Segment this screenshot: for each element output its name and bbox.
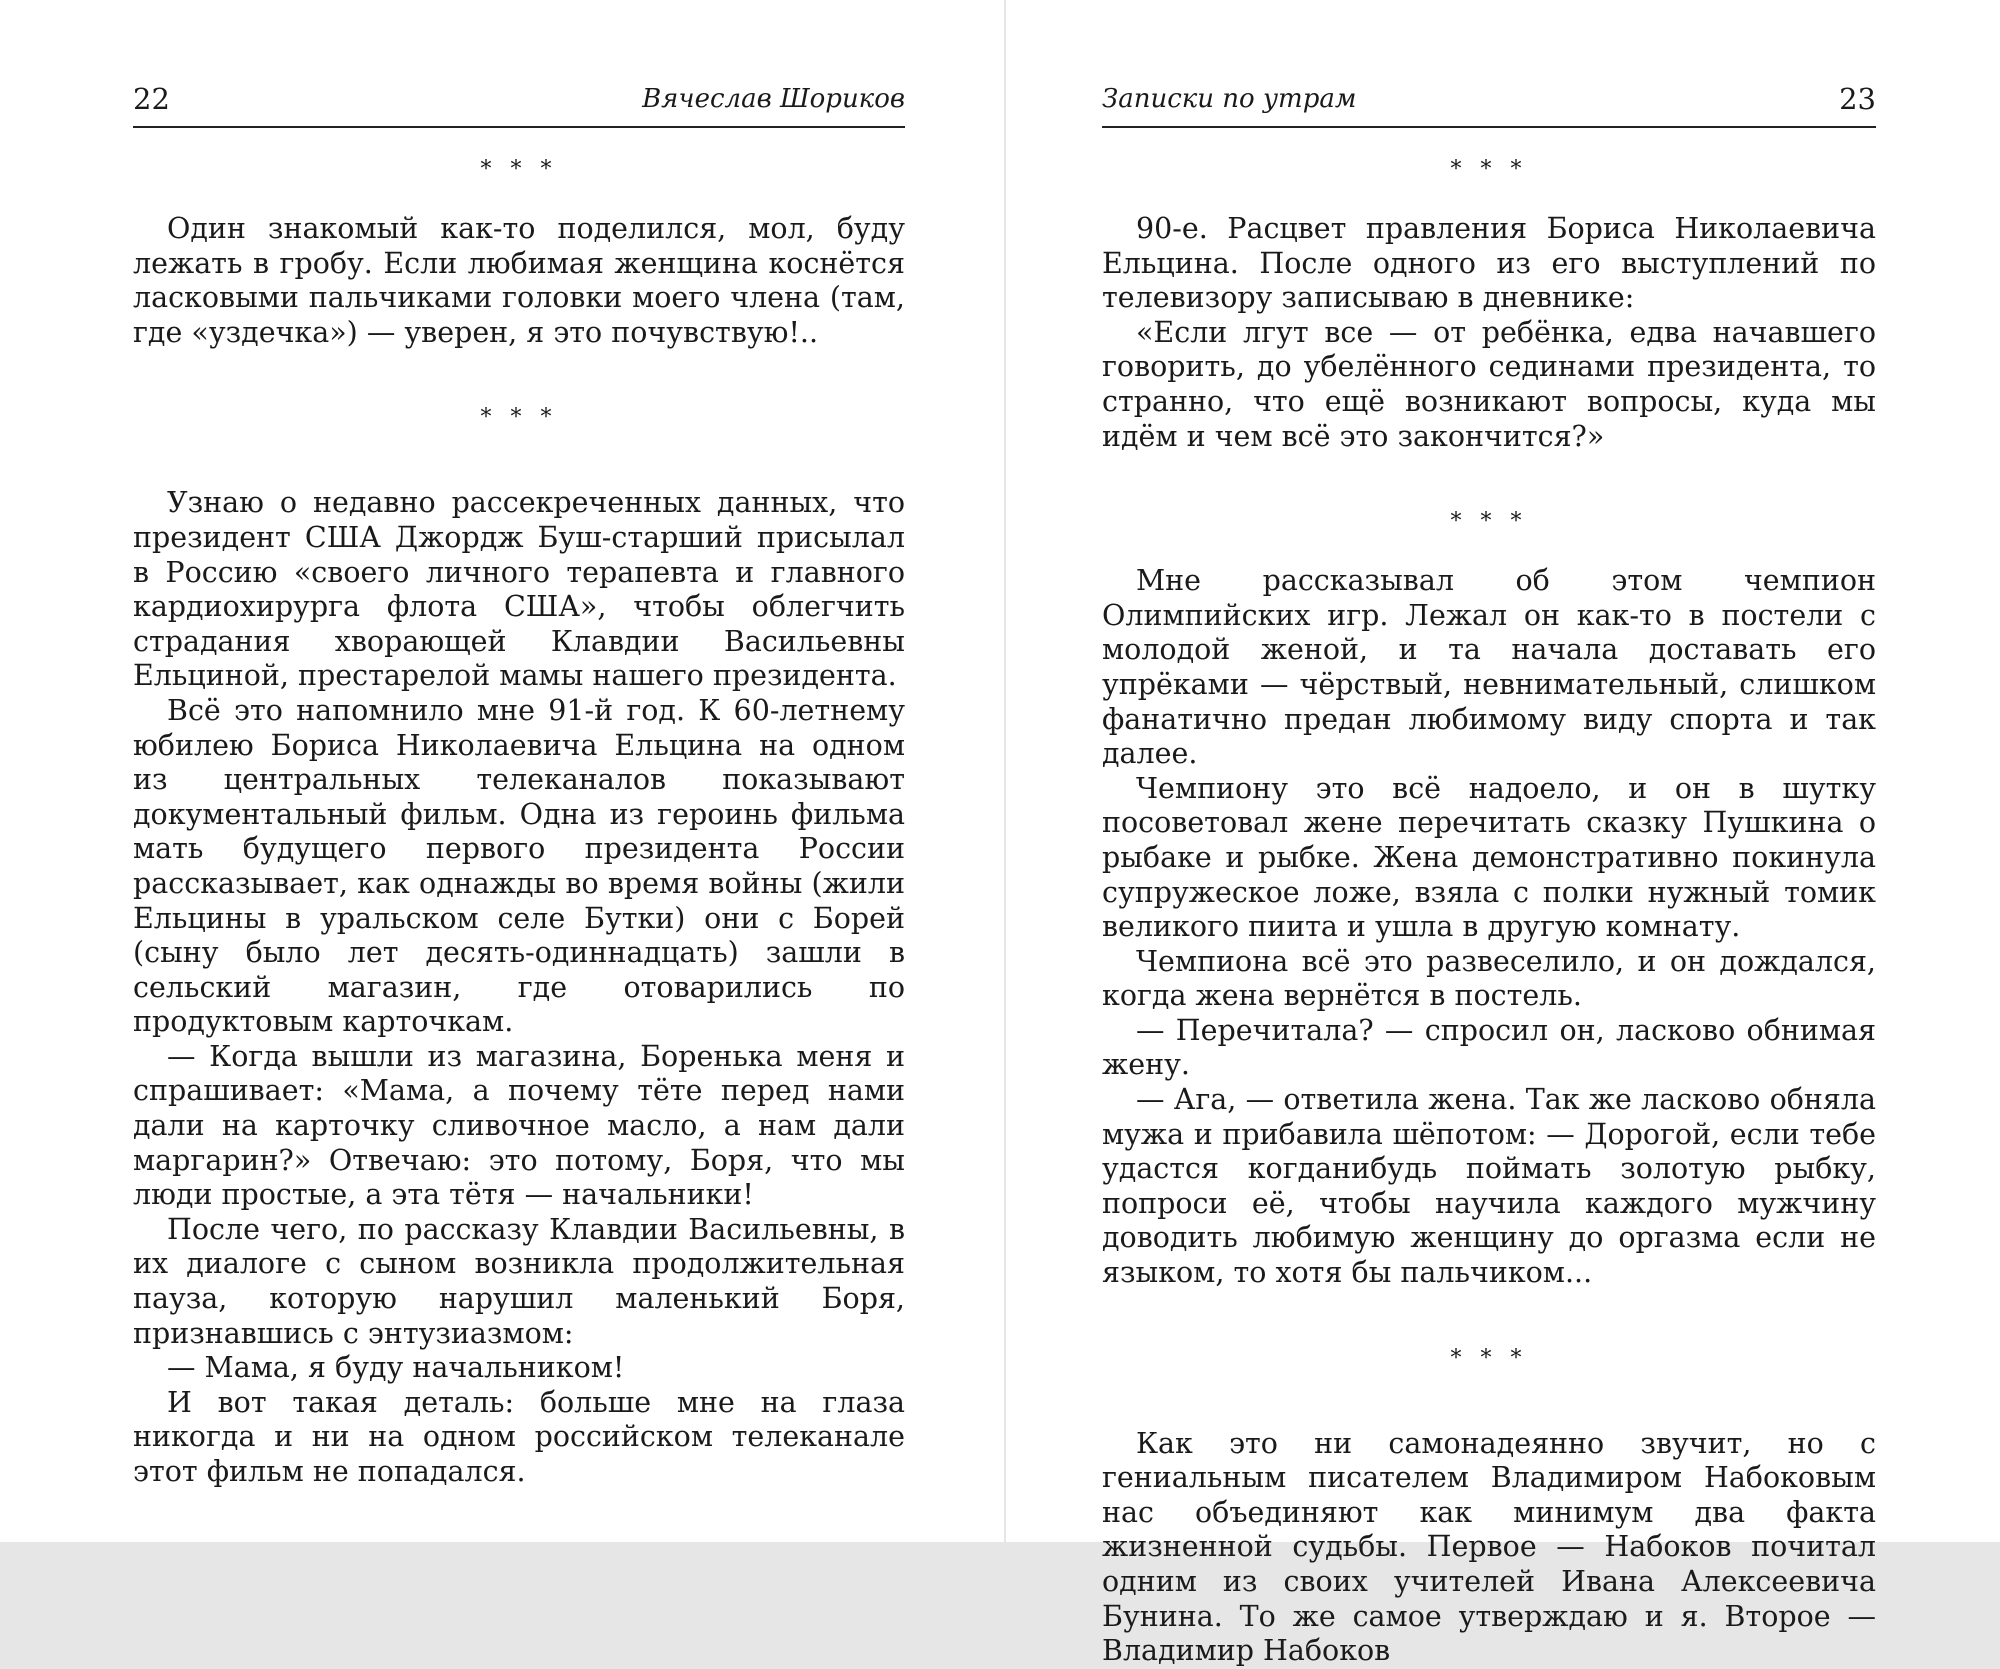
left-page-header <box>133 82 905 128</box>
paragraph: — Перечитала? — спросил он, ласково обнимая жену. <box>1102 1013 1876 1082</box>
paragraph: После чего, по рассказу Клавдии Васильевны, в их диалоге с сыном возникла продолжительная пауза, которую нарушил маленький Боря, признавшись с энтузиазмом: <box>133 1212 905 1350</box>
running-title: Вячеслав Шориков <box>642 84 905 114</box>
paragraph: Узнаю о недавно рассекреченных данных, что президент США Джордж Буш-старший присылал в Россию «своего личного терапевта и главного кардиохирурга флота США», чтобы облегчить страдания хворающей Клавдии Васильевны Ельциной, престарелой мамы нашего президента. <box>133 486 905 693</box>
paragraph: Как это ни самонадеянно звучит, но с гениальным писателем Владимиром Набоковым нас объединяют как минимум два факта жизненной судьбы. Первое — Набоков почитал одним из своих учителей Ивана Алексеевича Бунина. То же самое утверждаю и я. Второе — Владимир Набоков <box>1102 1426 1876 1668</box>
section-separator: * * * <box>480 405 558 431</box>
section-separator: * * * <box>1450 509 1528 535</box>
paragraph: 90-е. Расцвет правления Бориса Николаевича Ельцина. После одного из его выступлений по телевизору записываю в дневнике: <box>1102 212 1876 315</box>
left-page <box>0 0 1004 1542</box>
right-page-header <box>1102 82 1876 128</box>
section-separator: * * * <box>1450 1345 1528 1371</box>
running-title: Записки по утрам <box>1102 84 1357 114</box>
paragraph: Чемпиона всё это развеселило, и он дождался, когда жена вернётся в постель. <box>1102 944 1876 1013</box>
right-page <box>1006 0 2000 1668</box>
paragraph: — Мама, я буду начальником! <box>167 1351 625 1385</box>
right-page-body <box>1102 150 1876 1669</box>
paragraph: И вот такая деталь: больше мне на глаза никогда и ни на одном российском телеканале этот фильм не попадался. <box>133 1385 905 1488</box>
section-separator: * * * <box>480 157 558 182</box>
paragraph: — Ага, — ответила жена. Так же ласково обняла мужа и прибавила шёпотом: — Дорогой, если тебе удастся когданибудь поймать золотую рыбку, попроси её, чтобы научила каждого мужчину доводить любимую женщину до оргазма если не языком, то хотя бы пальчиком... <box>1102 1083 1876 1290</box>
paragraph: Один знакомый как-то поделился, мол, буду лежать в гробу. Если любимая женщина коснётся ласковыми пальчиками головки моего члена (там, где «уздечка») — уверен, я это почувствую!.. <box>133 212 905 349</box>
paragraph: Мне рассказывал об этом чемпион Олимпийских игр. Лежал он как-то в постели с молодой женой, и та начала доставать его упрёками — чёрствый, невнимательный, слишком фанатично предан любимому виду спорта и так далее. <box>1102 564 1876 771</box>
page-number: 22 <box>133 82 170 116</box>
left-page-body <box>133 150 905 1490</box>
page-number: 23 <box>1839 82 1876 116</box>
paragraph: — Когда вышли из магазина, Боренька меня и спрашивает: «Мама, а почему тёте перед нами дали на карточку сливочное масло, а нам дали маргарин?» Отвечаю: это потому, Боря, что мы люди простые, а эта тётя — начальники! <box>133 1039 905 1212</box>
section-separator: * * * <box>1450 157 1528 182</box>
paragraph: «Если лгут все — от ребёнка, едва начавшего говорить, до убелённого сединами президента, то странно, что ещё возникают вопросы, куда мы идём и чем всё это закончится?» <box>1102 315 1876 453</box>
paragraph: Чемпиону это всё надоело, и он в шутку посоветовал жене перечитать сказку Пушкина о рыбаке и рыбке. Жена демонстративно покинула супружеское ложе, взяла с полки нужный томик великого пиита и ушла в другую комнату. <box>1102 771 1876 944</box>
paragraph: Всё это напомнило мне 91-й год. К 60-летнему юбилею Бориса Николаевича Ельцина на одном из центральных телеканалов показывают документальный фильм. Одна из героинь фильма мать будущего первого президента России рассказывает, как однажды во время войны (жили Ельцины в уральском селе Бутки) они с Борей (сыну было лет десять-одиннадцать) зашли в сельский магазин, где отоварились по продуктовым карточкам. <box>133 693 905 1039</box>
